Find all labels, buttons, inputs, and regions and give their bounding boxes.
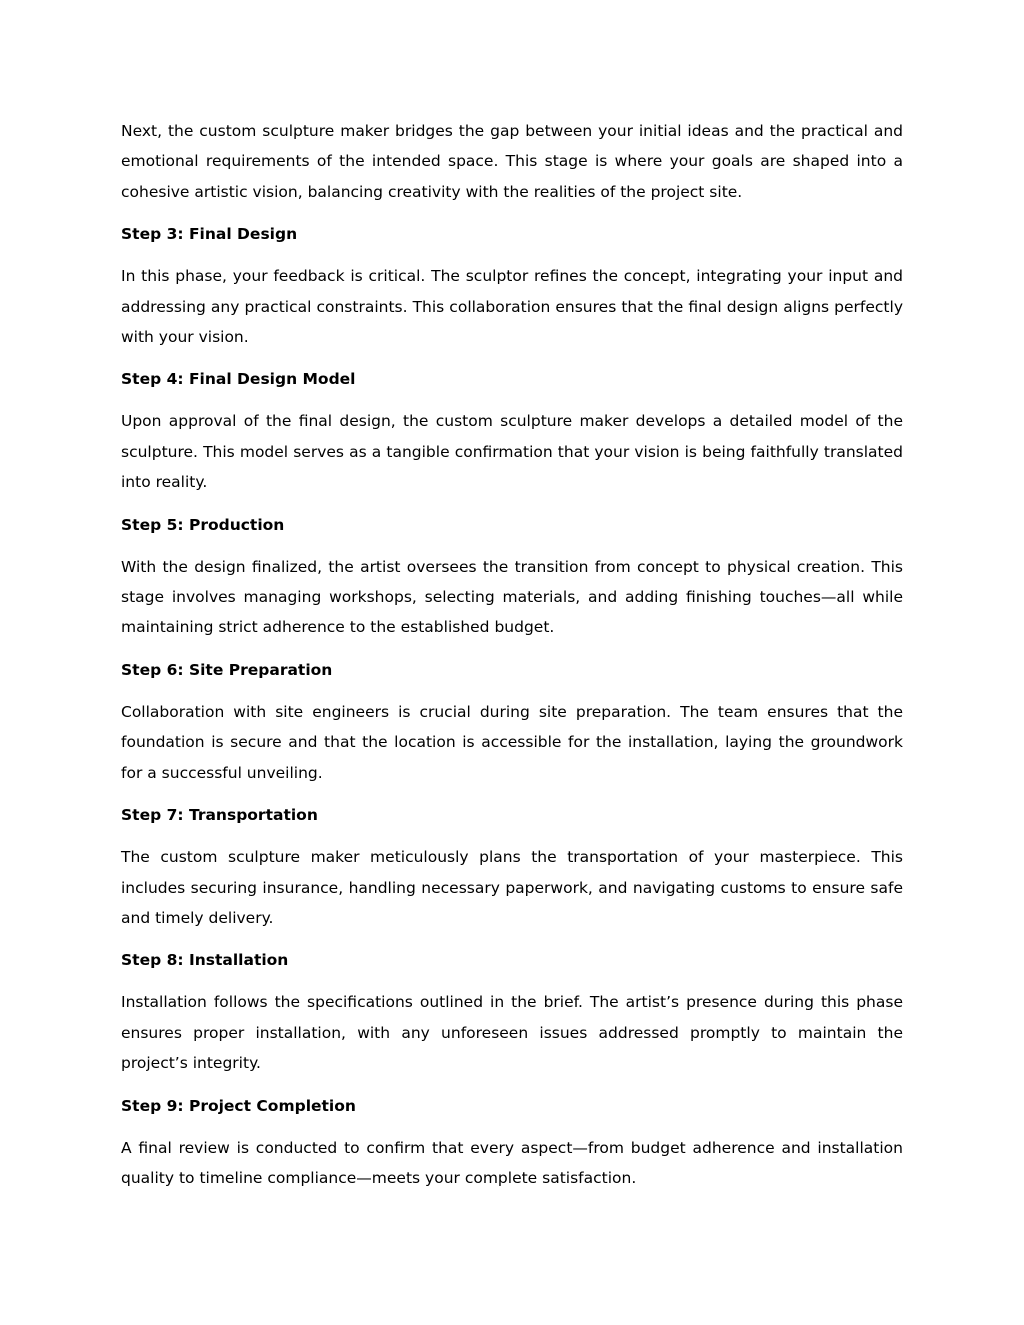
step-8-heading: Step 8: Installation [121,951,289,970]
step-7-heading: Step 7: Transportation [121,806,318,825]
step-5-paragraph: With the design finalized, the artist oversees the transition from concept to physical creation. This stage involves managing workshops, selecting materials, and adding finishing touches—all while maintaining strict adherence to the established budget. [121,557,903,637]
document-page [121,116,903,1205]
step-3-paragraph: In this phase, your feedback is critical. The sculptor refines the concept, integrating your input and addressing any practical constraints. This collaboration ensures that the final design aligns perfectly with your vision. [121,267,903,347]
step-4-heading: Step 4: Final Design Model [121,370,356,389]
step-6-paragraph: Collaboration with site engineers is crucial during site preparation. The team ensures that the foundation is secure and that the location is accessible for the installation, laying the groundwork for a successful unveiling. [121,702,903,782]
step-3-heading: Step 3: Final Design [121,225,298,244]
step-9-heading: Step 9: Project Completion [121,1096,356,1115]
step-7-paragraph: The custom sculpture maker meticulously plans the transportation of your masterpiece. This includes securing insurance, handling necessary paperwork, and navigating customs to ensure safe and timely delivery. [121,848,903,927]
step-5-heading: Step 5: Production [121,515,285,534]
step-8-paragraph: Installation follows the specifications outlined in the brief. The artist’s presence during this phase ensures proper installation, with any unforeseen issues addressed promptly to maintain the project’s integrity. [121,993,903,1073]
step-6-heading: Step 6: Site Preparation [121,660,333,679]
step-9-paragraph: A final review is conducted to confirm that every aspect—from budget adherence and installation quality to timeline compliance—meets your complete satisfaction. [121,1138,903,1187]
step-4-paragraph: Upon approval of the final design, the custom sculpture maker develops a detailed model of the sculpture. This model serves as a tangible confirmation that your vision is being faithfully translated into reality. [121,412,903,492]
intro-paragraph: Next, the custom sculpture maker bridges the gap between your initial ideas and the practical and emotional requirements of the intended space. This stage is where your goals are shaped into a cohesive artistic vision, balancing creativity with the realities of the project site. [121,122,903,201]
